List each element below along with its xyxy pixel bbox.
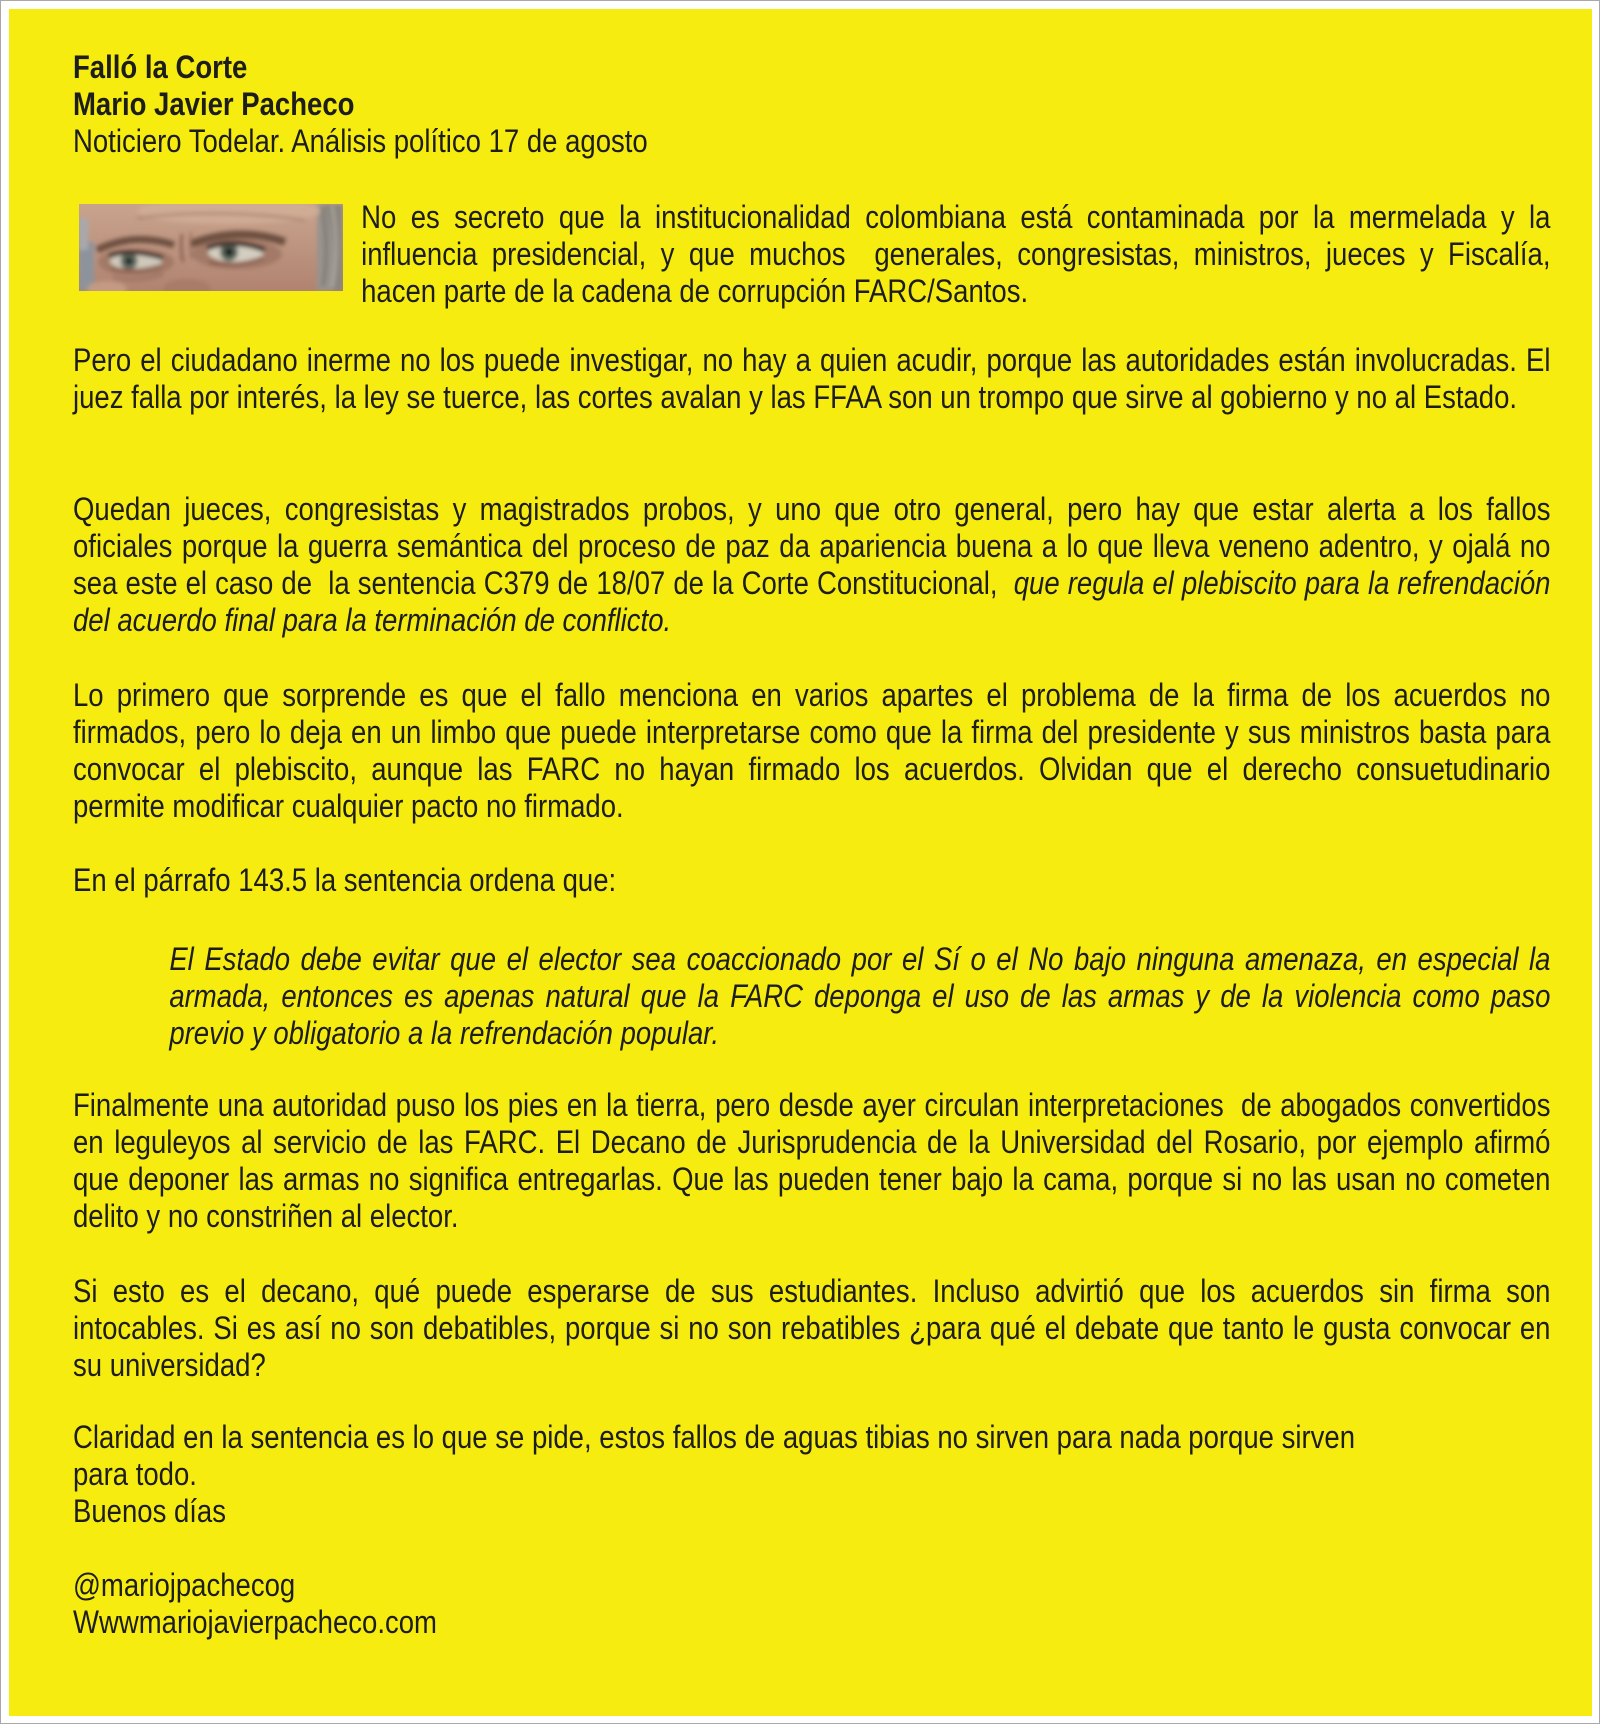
paragraph-finalmente: Finalmente una autoridad puso los pies en la tierra, pero desde ayer circulan interpretaciones de abogados convertidos en leguleyos al servicio de las FARC. El Decano de Jurisprudencia de la Universidad del Rosario, por ejemplo afirmó que deponer las armas no significa entregarlas. Que las pueden tener bajo la cama, porque si no las usan no cometen delito y no constriñen al elector. [73, 1087, 1551, 1234]
paragraph-claridad-line1: Claridad en la sentencia es lo que se pide, estos fallos de aguas tibias no sirven para nada porque sirven [73, 1419, 1356, 1455]
article-footer [73, 1567, 1550, 1641]
article-header [73, 49, 1550, 160]
paragraph-ciudadano: Pero el ciudadano inerme no los puede investigar, no hay a quien acudir, porque las autoridades están involucradas. El juez falla por interés, la ley se tuerce, las cortes avalan y las FFAA son un trompo que sirve al gobierno y no al Estado. [73, 342, 1551, 415]
paragraph-sentencia-normal: Quedan jueces, congresistas y magistrados probos, y uno que otro general, pero hay que estar alerta a los fallos oficiales porque la guerra semántica del proceso de paz da apariencia buena a lo que lleva veneno adentro, y ojalá no sea este el caso de la sentencia C379 de 18/07 de la Corte Constitucional, [73, 491, 1551, 601]
paragraph-sentencia-italic: que regula el plebiscito para la refrendación del acuerdo final para la terminación de conflicto. [73, 565, 1551, 638]
website-url: Wwwmariojavierpacheco.com [73, 1604, 437, 1640]
paragraph-firma: Lo primero que sorprende es que el fallo menciona en varios apartes el problema de la firma de los acuerdos no firmados, pero lo deja en un limbo que puede interpretarse como que la firma del presidente y sus ministros basta para convocar el plebiscito, aunque las FARC no hayan firmado los acuerdos. Olvidan que el derecho consuetudinario permite modificar cualquier pacto no firmado. [73, 677, 1551, 824]
paragraph-intro: No es secreto que la institucionalidad colombiana está contaminada por la mermelada y la influencia presidencial, y que muchos generales, congresistas, ministros, jueces y Fiscalía, hacen parte de la cadena de corrupción FARC/Santos. [361, 199, 1551, 309]
paragraph-parrafo-143: En el párrafo 143.5 la sentencia ordena que: [73, 862, 617, 898]
article-author: Mario Javier Pacheco [73, 86, 355, 122]
paragraph-decano: Si esto es el decano, qué puede esperarse de sus estudiantes. Incluso advirtió que los acuerdos sin firma son intocables. Si es así no son debatibles, porque si no son rebatibles ¿para qué el debate que tanto le gusta convocar en su universidad? [73, 1273, 1551, 1383]
twitter-handle: @mariojpachecog [73, 1567, 296, 1603]
article-subtitle: Noticiero Todelar. Análisis político 17 de agosto [73, 123, 648, 159]
paragraph-sentencia [73, 491, 1550, 639]
paragraph-claridad-line2: para todo. [73, 1456, 197, 1492]
blockquote-sentencia: El Estado debe evitar que el elector sea coaccionado por el Sí o el No bajo ninguna amenaza, en especial la armada, entonces es apenas natural que la FARC deponga el uso de las armas y de la violencia como paso previo y obligatorio a la refrendación popular. [169, 941, 1551, 1051]
closing-greeting: Buenos días [73, 1493, 226, 1529]
paragraph-claridad [73, 1419, 1550, 1530]
article-title: Falló la Corte [73, 49, 248, 85]
